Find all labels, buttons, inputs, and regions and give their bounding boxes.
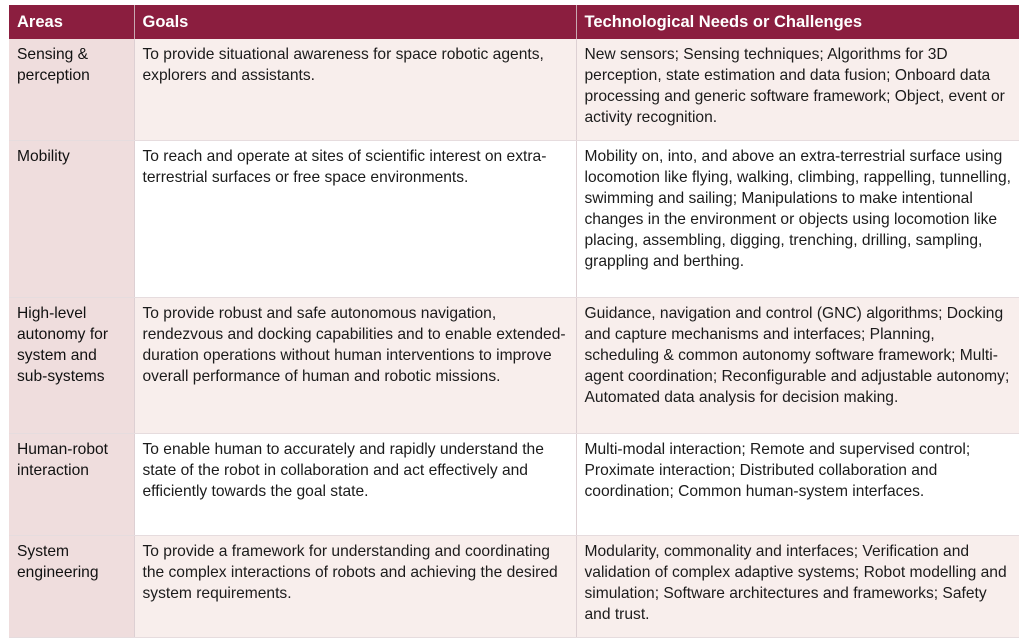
needs-cell: Mobility on, into, and above an extra-terrestrial surface using locomotion like flying, walking, climbing, rappelling, tunnelling, swimming and sailing; Manipulations to make intentional changes in the environment or objects using locomotion like placing, assembling, digging, trenching, drilling, sampling, grappling and berthing. xyxy=(576,141,1019,298)
table-row xyxy=(9,141,1019,298)
area-cell: Mobility xyxy=(9,141,134,298)
needs-cell: Guidance, navigation and control (GNC) algorithms; Docking and capture mechanisms and interfaces; Planning, scheduling & common autonomy software framework; Multi-agent coordination; Reconfigurable and adjustable autonomy; Automated data analysis for decision making. xyxy=(576,298,1019,434)
table-row xyxy=(9,39,1019,141)
table-row xyxy=(9,298,1019,434)
header-row xyxy=(9,5,1019,39)
area-cell: System engineering xyxy=(9,536,134,638)
area-cell: Sensing & perception xyxy=(9,39,134,141)
table-row xyxy=(9,434,1019,536)
table-container xyxy=(9,5,1019,638)
goal-cell: To enable human to accurately and rapidly understand the state of the robot in collaboration and act effectively and efficiently towards the goal state. xyxy=(134,434,576,536)
goal-cell: To provide a framework for understanding and coordinating the complex interactions of robots and achieving the desired system requirements. xyxy=(134,536,576,638)
area-cell: Human-robot interaction xyxy=(9,434,134,536)
needs-cell: Multi-modal interaction; Remote and supervised control; Proximate interaction; Distributed collaboration and coordination; Common human-system interfaces. xyxy=(576,434,1019,536)
header-goals: Goals xyxy=(134,5,576,39)
goal-cell: To reach and operate at sites of scientific interest on extra-terrestrial surfaces or free space environments. xyxy=(134,141,576,298)
header-needs: Technological Needs or Challenges xyxy=(576,5,1019,39)
goal-cell: To provide robust and safe autonomous navigation, rendezvous and docking capabilities and to enable extended-duration operations without human interventions to improve overall performance of human and robotic missions. xyxy=(134,298,576,434)
needs-cell: New sensors; Sensing techniques; Algorithms for 3D perception, state estimation and data fusion; Onboard data processing and generic software framework; Object, event or activity recognition. xyxy=(576,39,1019,141)
goal-cell: To provide situational awareness for space robotic agents, explorers and assistants. xyxy=(134,39,576,141)
area-cell: High-level autonomy for system and sub-systems xyxy=(9,298,134,434)
table-row xyxy=(9,536,1019,638)
space-robotics-table xyxy=(9,5,1019,638)
needs-cell: Modularity, commonality and interfaces; Verification and validation of complex adaptive systems; Robot modelling and simulation; Software architectures and frameworks; Safety and trust. xyxy=(576,536,1019,638)
header-areas: Areas xyxy=(9,5,134,39)
